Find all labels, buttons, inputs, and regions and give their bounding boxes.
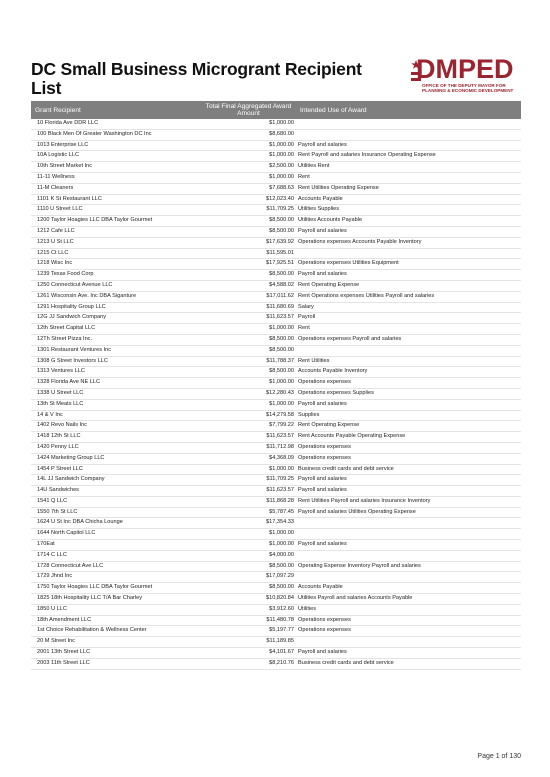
amount-cell: $4,368.09: [201, 453, 296, 464]
amount-cell: $11,623.57: [201, 313, 296, 324]
use-cell: Rent: [296, 324, 521, 335]
use-cell: Rent: [296, 172, 521, 183]
amount-cell: $3,912.60: [201, 604, 296, 615]
amount-cell: $1,000.00: [201, 324, 296, 335]
table-row: [31, 518, 521, 529]
use-cell: Rent Utilities Operating Expense: [296, 183, 521, 194]
use-cell: Operations expenses Supplies: [296, 388, 521, 399]
recipient-cell: 1750 Taylor Hoagies LLC DBA Taylor Gourmet: [31, 583, 201, 594]
table-row: [31, 594, 521, 605]
table-row: [31, 410, 521, 421]
use-cell: Operations expenses: [296, 442, 521, 453]
amount-cell: $1,000.00: [201, 464, 296, 475]
recipient-cell: 1728 Connecticut Ave LLC: [31, 561, 201, 572]
amount-cell: $8,500.00: [201, 270, 296, 281]
amount-cell: $11,189.85: [201, 637, 296, 648]
recipient-cell: 1420 Penny LLC: [31, 442, 201, 453]
table-row: [31, 540, 521, 551]
use-cell: Operations expenses Utilities Equipment: [296, 259, 521, 270]
amount-cell: $11,623.57: [201, 486, 296, 497]
table-row: [31, 172, 521, 183]
recipient-cell: 14L JJ Sandwich Company: [31, 475, 201, 486]
table-row: [31, 637, 521, 648]
recipient-cell: 1st Choice Rehabilitation & Wellness Center: [31, 626, 201, 637]
table-row: [31, 313, 521, 324]
table-row: [31, 475, 521, 486]
table-row: [31, 399, 521, 410]
amount-cell: $11,595.01: [201, 248, 296, 259]
amount-cell: $17,639.92: [201, 237, 296, 248]
use-cell: Rent Operations expenses Utilities Payroll and salaries: [296, 291, 521, 302]
amount-cell: $8,500.00: [201, 334, 296, 345]
table-row: [31, 550, 521, 561]
recipient-cell: 1454 P Street LLC: [31, 464, 201, 475]
table-row: [31, 194, 521, 205]
recipient-cell: 1624 U St Inc DBA Chicha Lounge: [31, 518, 201, 529]
amount-cell: $1,000.00: [201, 399, 296, 410]
recipient-cell: 1213 U St LLC: [31, 237, 201, 248]
amount-cell: $1,000.00: [201, 540, 296, 551]
recipient-cell: 14U Sandwiches: [31, 486, 201, 497]
amount-cell: $8,500.00: [201, 216, 296, 227]
amount-cell: $8,210.76: [201, 658, 296, 669]
amount-cell: $7,688.63: [201, 183, 296, 194]
table-row: [31, 453, 521, 464]
table-row: [31, 270, 521, 281]
use-cell: Utilities Rent: [296, 162, 521, 173]
table-row: [31, 604, 521, 615]
use-cell: [296, 529, 521, 540]
table-row: [31, 442, 521, 453]
use-cell: Rent Utilities Payroll and salaries Insurance Inventory: [296, 496, 521, 507]
amount-cell: $11,480.78: [201, 615, 296, 626]
use-cell: Rent Accounts Payable Operating Expense: [296, 432, 521, 443]
use-cell: Accounts Payable: [296, 194, 521, 205]
amount-cell: $11,788.37: [201, 356, 296, 367]
table-row: [31, 367, 521, 378]
use-cell: Operations expenses Payroll and salaries: [296, 334, 521, 345]
logo-wordmark: DMPED: [416, 54, 514, 84]
amount-cell: $10,820.84: [201, 594, 296, 605]
use-cell: Payroll and salaries: [296, 486, 521, 497]
table-row: [31, 334, 521, 345]
amount-cell: $1,000.00: [201, 529, 296, 540]
amount-cell: $11,680.69: [201, 302, 296, 313]
use-cell: [296, 129, 521, 140]
recipient-cell: 170Eat: [31, 540, 201, 551]
recipient-cell: 10A Logistic LLC: [31, 151, 201, 162]
amount-cell: $8,500.00: [201, 561, 296, 572]
table-row: [31, 345, 521, 356]
use-cell: Utilities Payroll and salaries Accounts Payable: [296, 594, 521, 605]
use-cell: Operations expenses Accounts Payable Inventory: [296, 237, 521, 248]
use-cell: [296, 119, 521, 129]
recipient-cell: 1250 Connecticut Avenue LLC: [31, 280, 201, 291]
use-cell: Operations expenses: [296, 378, 521, 389]
amount-cell: $1,000.00: [201, 378, 296, 389]
use-cell: Business credit cards and debt service: [296, 658, 521, 669]
amount-cell: $4,101.67: [201, 648, 296, 659]
use-cell: Operations expenses: [296, 626, 521, 637]
use-cell: Operating Expense Inventory Payroll and salaries: [296, 561, 521, 572]
recipient-cell: 1541 Q LLC: [31, 496, 201, 507]
recipient-cell: 1402 Revo Nails Inc: [31, 421, 201, 432]
recipient-cell: 1261 Wisconsin Ave. Inc DBA Siganture: [31, 291, 201, 302]
use-cell: Payroll and salaries: [296, 399, 521, 410]
recipient-cell: 1850 U LLC: [31, 604, 201, 615]
recipient-cell: 11-M Cleaners: [31, 183, 201, 194]
recipient-cell: 1291 Hospitality Group LLC: [31, 302, 201, 313]
amount-cell: $8,500.00: [201, 226, 296, 237]
amount-cell: $14,279.58: [201, 410, 296, 421]
recipient-cell: 14 & V Inc: [31, 410, 201, 421]
use-cell: Payroll and salaries Utilities Operating Expense: [296, 507, 521, 518]
amount-cell: $17,011.62: [201, 291, 296, 302]
use-cell: Payroll and salaries: [296, 540, 521, 551]
recipient-cell: 1313 Ventures LLC: [31, 367, 201, 378]
amount-cell: $8,500.00: [201, 367, 296, 378]
recipient-cell: 13th St Meats LLC: [31, 399, 201, 410]
recipient-cell: 1714 C LLC: [31, 550, 201, 561]
logo-subtitle-line1: OFFICE OF THE DEPUTY MAYOR FOR: [422, 83, 506, 88]
use-cell: Payroll and salaries: [296, 226, 521, 237]
table-row: [31, 248, 521, 259]
recipient-cell: 10th Street Market Inc: [31, 162, 201, 173]
amount-cell: $11,712.98: [201, 442, 296, 453]
recipient-cell: 1644 North Capitol LLC: [31, 529, 201, 540]
table-row: [31, 302, 521, 313]
table-row: [31, 205, 521, 216]
amount-cell: $4,000.00: [201, 550, 296, 561]
table-row: [31, 507, 521, 518]
recipient-cell: 1013 Enterprise LLC: [31, 140, 201, 151]
column-header-use: Intended Use of Award: [296, 101, 521, 119]
use-cell: Business credit cards and debt service: [296, 464, 521, 475]
use-cell: [296, 248, 521, 259]
use-cell: Payroll and salaries: [296, 140, 521, 151]
use-cell: Accounts Payable Inventory: [296, 367, 521, 378]
table-row: [31, 583, 521, 594]
table-row: [31, 183, 521, 194]
page-number: Page 1 of 130: [477, 753, 521, 760]
recipient-cell: 1200 Taylor Hoagies LLC DBA Taylor Gourmet: [31, 216, 201, 227]
recipient-cell: 1101 K St Restaurant LLC: [31, 194, 201, 205]
table-row: [31, 280, 521, 291]
amount-cell: $1,000.00: [201, 140, 296, 151]
recipient-cell: 1212 Cafe LLC: [31, 226, 201, 237]
recipient-cell: 2001 13th Street LLC: [31, 648, 201, 659]
table-row: [31, 648, 521, 659]
column-header-amount: Total Final Aggregated Award Amount: [201, 101, 296, 119]
amount-cell: $1,000.00: [201, 172, 296, 183]
use-cell: [296, 572, 521, 583]
logo-subtitle-line2: PLANNING & ECONOMIC DEVELOPMENT: [422, 88, 514, 93]
use-cell: Salary: [296, 302, 521, 313]
table-row: [31, 421, 521, 432]
use-cell: Rent Payroll and salaries Insurance Operating Expense: [296, 151, 521, 162]
table-row: [31, 658, 521, 669]
use-cell: Utilities Accounts Payable: [296, 216, 521, 227]
amount-cell: $2,500.00: [201, 162, 296, 173]
amount-cell: $8,500.00: [201, 583, 296, 594]
amount-cell: $8,500.00: [201, 345, 296, 356]
recipient-cell: 18th Amendment LLC: [31, 615, 201, 626]
recipient-cell: 20 M Street Inc: [31, 637, 201, 648]
use-cell: Utilities: [296, 604, 521, 615]
recipient-cell: 12G JJ Sandwich Company: [31, 313, 201, 324]
recipient-cell: 1239 Texas Food Corp: [31, 270, 201, 281]
recipient-cell: 1215 Ct LLC: [31, 248, 201, 259]
recipient-cell: 1218 Wisc Inc: [31, 259, 201, 270]
table-row: [31, 388, 521, 399]
amount-cell: $11,709.25: [201, 205, 296, 216]
table-row: [31, 129, 521, 140]
use-cell: [296, 637, 521, 648]
recipient-cell: 1424 Marketing Group LLC: [31, 453, 201, 464]
recipient-cell: 100 Black Men Of Greater Washington DC Inc: [31, 129, 201, 140]
recipient-cell: 1338 U Street LLC: [31, 388, 201, 399]
amount-cell: $7,799.22: [201, 421, 296, 432]
recipient-cell: 1308 G Street Investors LLC: [31, 356, 201, 367]
use-cell: Payroll and salaries: [296, 475, 521, 486]
recipient-cell: 1825 18th Hospitality LLC T/A Bar Charley: [31, 594, 201, 605]
table-header-row: [31, 101, 521, 119]
page-title: DC Small Business Microgrant Recipient List: [31, 59, 362, 98]
table-row: [31, 572, 521, 583]
use-cell: Operations expenses: [296, 453, 521, 464]
column-header-recipient: Grant Recipient: [31, 101, 201, 119]
recipient-table: [31, 101, 521, 670]
table-row: [31, 626, 521, 637]
recipient-cell: 12Th Street Pizza Inc.: [31, 334, 201, 345]
table-row: [31, 119, 521, 129]
table-row: [31, 216, 521, 227]
amount-cell: $17,097.29: [201, 572, 296, 583]
recipient-cell: 11-11 Wellness: [31, 172, 201, 183]
amount-cell: $4,588.02: [201, 280, 296, 291]
table-row: [31, 432, 521, 443]
amount-cell: $11,623.57: [201, 432, 296, 443]
dmped-logo: [410, 56, 522, 98]
recipient-cell: 1418 12th St LLC: [31, 432, 201, 443]
recipient-cell: 1729 Jhnd Inc: [31, 572, 201, 583]
table-row: [31, 378, 521, 389]
use-cell: [296, 518, 521, 529]
table-row: [31, 151, 521, 162]
use-cell: Rent Operating Expense: [296, 280, 521, 291]
use-cell: Payroll and salaries: [296, 270, 521, 281]
amount-cell: $17,354.33: [201, 518, 296, 529]
use-cell: [296, 550, 521, 561]
table-row: [31, 615, 521, 626]
amount-cell: $1,000.00: [201, 151, 296, 162]
recipient-cell: 12th Street Capital LLC: [31, 324, 201, 335]
use-cell: [296, 345, 521, 356]
table-row: [31, 486, 521, 497]
use-cell: Supplies: [296, 410, 521, 421]
amount-cell: $12,023.40: [201, 194, 296, 205]
use-cell: Utilities Supplies: [296, 205, 521, 216]
amount-cell: $1,000.00: [201, 119, 296, 129]
use-cell: Rent Operating Expense: [296, 421, 521, 432]
table-row: [31, 237, 521, 248]
use-cell: Operations expenses: [296, 615, 521, 626]
amount-cell: $17,925.51: [201, 259, 296, 270]
use-cell: Accounts Payable: [296, 583, 521, 594]
table-row: [31, 464, 521, 475]
amount-cell: $5,197.77: [201, 626, 296, 637]
table-row: [31, 226, 521, 237]
table-row: [31, 324, 521, 335]
recipient-cell: 1110 U Street LLC: [31, 205, 201, 216]
amount-cell: $12,280.43: [201, 388, 296, 399]
table-row: [31, 561, 521, 572]
use-cell: Payroll: [296, 313, 521, 324]
recipient-cell: 1301 Restaurant Ventures Inc: [31, 345, 201, 356]
table-row: [31, 291, 521, 302]
use-cell: Payroll and salaries: [296, 648, 521, 659]
table-row: [31, 356, 521, 367]
amount-cell: $11,868.28: [201, 496, 296, 507]
recipient-cell: 10 Florida Ave DDR LLC: [31, 119, 201, 129]
amount-cell: $8,680.00: [201, 129, 296, 140]
recipient-cell: 1328 Florida Ave NE LLC: [31, 378, 201, 389]
table-row: [31, 259, 521, 270]
recipient-cell: 1550 7th St LLC: [31, 507, 201, 518]
table-row: [31, 496, 521, 507]
recipient-cell: 2003 11th Street LLC: [31, 658, 201, 669]
table-row: [31, 140, 521, 151]
table-row: [31, 162, 521, 173]
amount-cell: $5,787.45: [201, 507, 296, 518]
use-cell: Rent Utilities: [296, 356, 521, 367]
amount-cell: $11,709.25: [201, 475, 296, 486]
table-row: [31, 529, 521, 540]
